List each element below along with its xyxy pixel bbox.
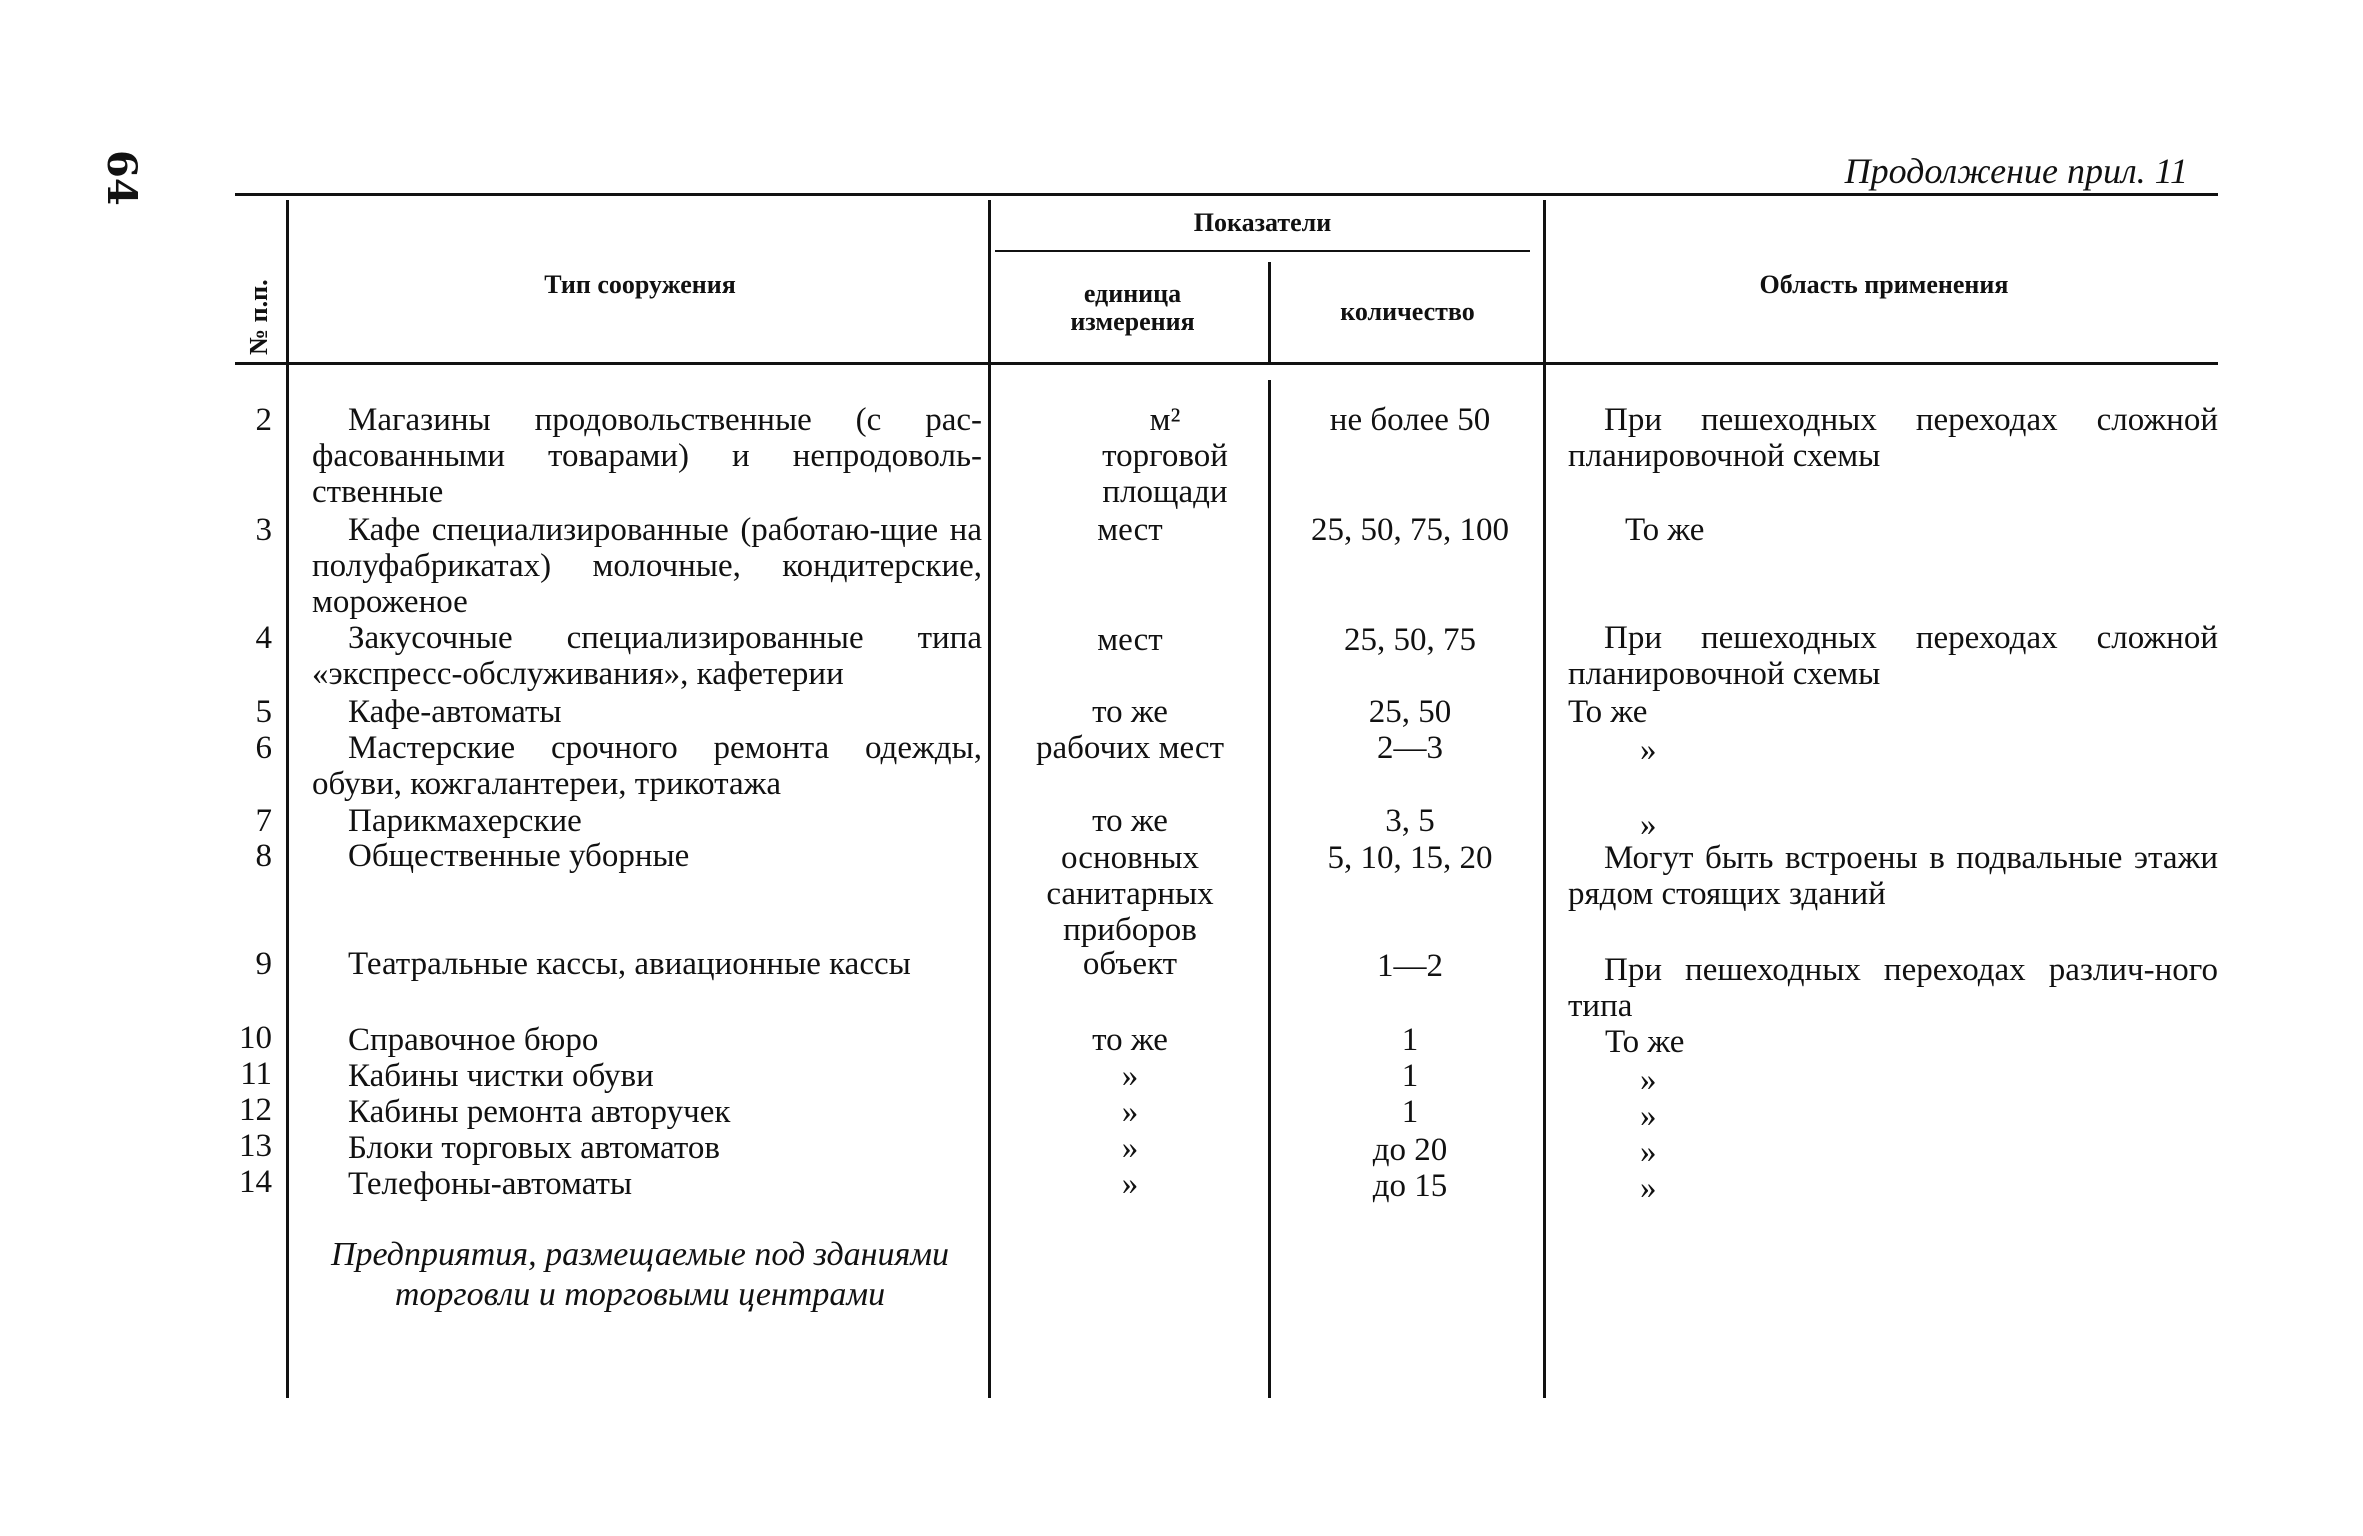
row-type-text: Кабины ремонта авторучек [348, 1094, 731, 1130]
header-area: Область применения [1759, 270, 2009, 299]
row-type-text: Кафе-автоматы [348, 694, 562, 730]
row-unit: основных санитарных приборов [1046, 840, 1214, 948]
row-area: » [1640, 807, 1657, 843]
row-unit: » [1121, 1166, 1139, 1202]
section-title: Предприятия, размещаемые под зданиями торговли и торговыми центрами [330, 1236, 950, 1313]
row-type-text: Парикмахерские [348, 803, 582, 839]
table-top-rule [235, 193, 2218, 196]
row-area: При пешеходных переходах сложной планировочной схемы [1568, 620, 2218, 692]
row-area: » [1640, 732, 1657, 768]
row-area: При пешеходных переходах сложной планировочной схемы [1568, 402, 2218, 474]
row-type [312, 1058, 982, 1094]
row-type [312, 730, 982, 802]
row-qty: 3, 5 [1385, 803, 1435, 839]
row-type [312, 946, 982, 982]
indicators-rule [995, 250, 1530, 252]
row-type [312, 1130, 982, 1166]
row-qty: до 15 [1372, 1168, 1448, 1204]
row-unit: » [1121, 1094, 1139, 1130]
row-type [312, 694, 982, 730]
row-type [312, 1166, 982, 1202]
row-area: То же [1605, 1024, 1685, 1060]
row-type-text: Кабины чистки обуви [348, 1058, 654, 1094]
row-qty: 1 [1401, 1022, 1419, 1058]
row-num: 8 [255, 838, 272, 874]
row-num: 5 [255, 694, 272, 730]
row-type-text: Справочное бюро [348, 1022, 599, 1058]
row-area: » [1640, 1062, 1657, 1098]
row-num: 4 [255, 620, 272, 656]
row-num: 9 [255, 946, 272, 982]
row-num: 3 [255, 512, 272, 548]
row-type [312, 1094, 982, 1130]
row-qty: 5, 10, 15, 20 [1327, 840, 1493, 876]
row-area: » [1640, 1098, 1657, 1134]
row-qty: 1—2 [1377, 948, 1443, 984]
header-type: Тип сооружения [544, 270, 736, 299]
row-num: 14 [239, 1164, 272, 1200]
col-divider-qty [1543, 200, 1546, 1398]
row-qty: 2—3 [1377, 730, 1443, 766]
row-type-text: Телефоны-автоматы [348, 1166, 633, 1202]
row-type [312, 1022, 982, 1058]
row-qty: 1 [1401, 1094, 1419, 1130]
row-num: 11 [240, 1056, 272, 1092]
row-type [312, 620, 982, 692]
row-unit: мест [1097, 512, 1163, 548]
row-area: » [1640, 1134, 1657, 1170]
row-type-text: Мастерские срочного ремонта одежды, обуви, кожгалантереи, трикотажа [312, 730, 982, 802]
row-num: 2 [255, 402, 272, 438]
row-num: 10 [239, 1020, 272, 1056]
row-qty: до 20 [1372, 1132, 1448, 1168]
row-unit: » [1121, 1058, 1139, 1094]
row-type [312, 512, 982, 620]
row-type [312, 402, 982, 510]
row-qty: 25, 50 [1368, 694, 1452, 730]
row-area: При пешеходных переходах различ-ного типа [1568, 952, 2218, 1024]
col-divider-num [286, 200, 289, 1398]
row-qty: 1 [1401, 1058, 1419, 1094]
row-unit: объект [1082, 946, 1178, 982]
header-indicators: Показатели [1193, 208, 1332, 237]
row-area: То же [1625, 512, 1705, 548]
row-type [312, 803, 982, 839]
row-type-text: Общественные уборные [348, 838, 690, 874]
row-type-text: Закусочные специализированные типа «экспресс-обслуживания», кафетерии [312, 620, 982, 692]
row-type-text: Кафе специализированные (работаю-щие на полуфабрикатах) молочные, кондитерские, мороженое [312, 512, 982, 620]
header-num: № п.п. [244, 279, 273, 355]
header-qty: количество [1340, 297, 1475, 326]
row-type-text: Блоки торговых автоматов [348, 1130, 720, 1166]
continuation-label: Продолжение прил. 11 [1844, 151, 2188, 191]
row-unit: » [1121, 1130, 1139, 1166]
row-type-text: Театральные кассы, авиационные кассы [348, 946, 911, 982]
table-header-rule [235, 362, 2218, 365]
row-unit: то же [1092, 1022, 1168, 1058]
row-unit: то же [1092, 803, 1168, 839]
row-num: 6 [255, 730, 272, 766]
row-qty: 25, 50, 75 [1344, 622, 1476, 658]
row-area: » [1640, 1170, 1657, 1206]
row-area: Могут быть встроены в подвальные этажи рядом стоящих зданий [1568, 840, 2218, 912]
row-area: То же [1568, 694, 1648, 730]
row-unit: то же [1092, 694, 1168, 730]
col-divider-unit [1268, 262, 1271, 362]
col-divider-type [988, 200, 991, 1398]
row-num: 12 [239, 1092, 272, 1128]
header-unit: единица измерения [1070, 279, 1195, 336]
row-type-text: Магазины продовольственные (с рас-фасованными товарами) и непродоволь-ственные [312, 402, 982, 510]
row-qty: 25, 50, 75, 100 [1311, 512, 1509, 548]
row-unit: мест [1097, 622, 1163, 658]
row-unit: рабочих мест [1035, 730, 1224, 766]
row-qty: не более 50 [1329, 402, 1491, 438]
row-type [312, 838, 982, 874]
row-unit: м² торговой площади [1102, 402, 1228, 510]
row-num: 13 [239, 1128, 272, 1164]
page-number: 64 [98, 150, 145, 206]
row-num: 7 [255, 803, 272, 839]
